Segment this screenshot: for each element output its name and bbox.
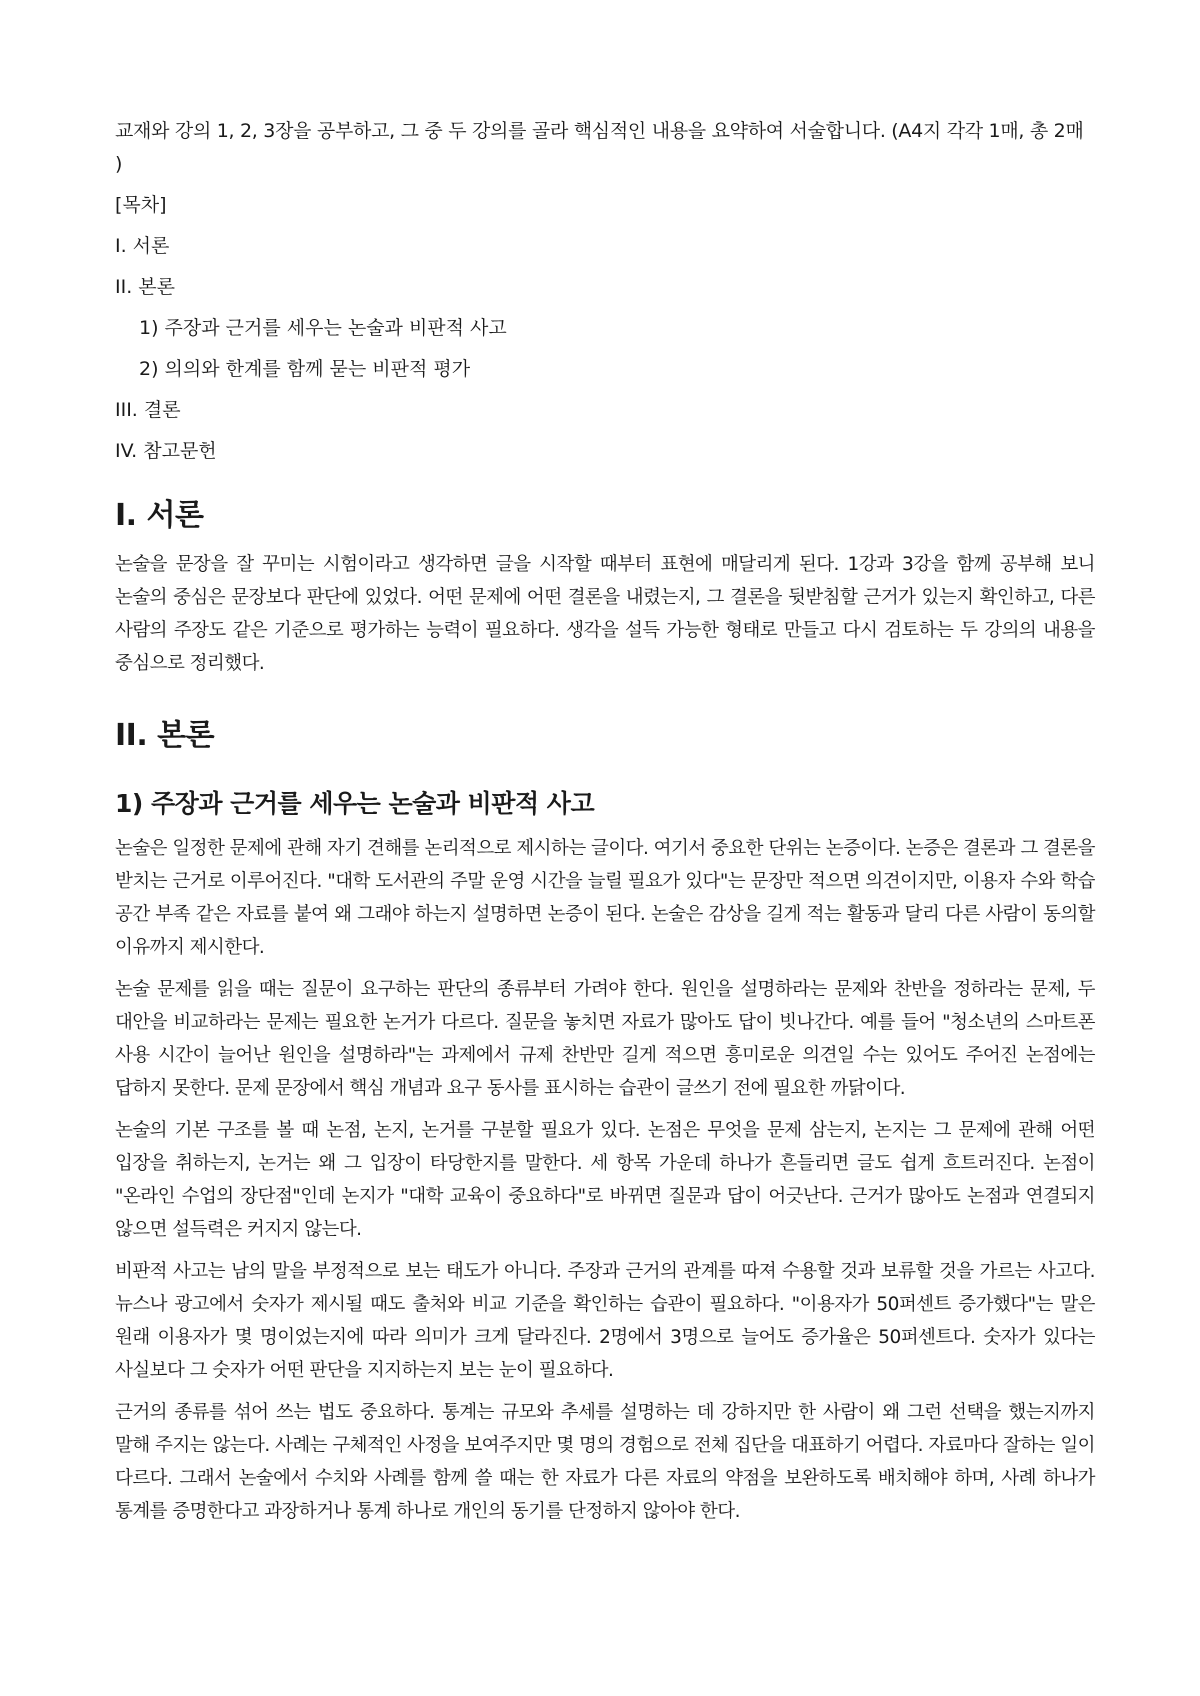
body-paragraph: 근거의 종류를 섞어 쓰는 법도 중요하다. 통계는 규모와 추세를 설명하는 데 강하지만 한 사람이 왜 그런 선택을 했는지까지 말해 주지는 않는다. 사례는 구체적인 사정을 보여주지만 몇 명의 경험으로 전체 집단을 대표하기 어렵다. 자료마다 잘하는 일이 다르다. 그래서 논술에서 수치와 사례를 함께 쓸 때는 한 자료가 다른 자료의 약점을 보완하도록 배치해야 하며, 사례 하나가 통계를 증명한다고 과장하거나 통계 하나로 개인의 동기를 단정하지 않아야 한다. (115, 1402, 1095, 1522)
toc-item-body-sub2: 2) 의의와 한계를 함께 묻는 비판적 평가 (139, 358, 471, 380)
toc-item-body-sub1: 1) 주장과 근거를 세우는 논술과 비판적 사고 (139, 317, 507, 339)
introduction-paragraph: 논술을 문장을 잘 꾸미는 시험이라고 생각하면 글을 시작할 때부터 표현에 매달리게 된다. 1강과 3강을 함께 공부해 보니 논술의 중심은 문장보다 판단에 있었다. 어떤 문제에 어떤 결론을 내렸는지, 그 결론을 뒷받침할 근거가 있는지 확인하고, 다른 사람의 주장도 같은 기준으로 평가하는 능력이 필요하다. 생각을 설득 가능한 형태로 만들고 다시 검토하는 두 강의의 내용을 중심으로 정리했다. (115, 554, 1095, 674)
toc-heading: [목차] (115, 194, 167, 216)
body-paragraph: 논술은 일정한 문제에 관해 자기 견해를 논리적으로 제시하는 글이다. 여기서 중요한 단위는 논증이다. 논증은 결론과 그 결론을 받치는 근거로 이루어진다. "대학 도서관의 주말 운영 시간을 늘릴 필요가 있다"는 문장만 적으면 의견이지만, 이용자 수와 학습 공간 부족 같은 자료를 붙여 왜 그래야 하는지 설명하면 논증이 된다. 논술은 감상을 길게 적는 활동과 달리 다른 사람이 동의할 이유까지 제시한다. (115, 838, 1095, 958)
toc-item-body: II. 본론 (115, 276, 175, 298)
section-title-introduction: I. 서론 (115, 498, 204, 533)
body-paragraph: 논술의 기본 구조를 볼 때 논점, 논지, 논거를 구분할 필요가 있다. 논점은 무엇을 문제 삼는지, 논지는 그 문제에 관해 어떤 입장을 취하는지, 논거는 왜 그 입장이 타당한지를 말한다. 세 항목 가운데 하나가 흔들리면 글도 쉽게 흐트러진다. 논점이 "온라인 수업의 장단점"인데 논지가 "대학 교육이 중요하다"로 바뀌면 질문과 답이 어긋난다. 근거가 많아도 논점과 연결되지 않으면 설득력은 커지지 않는다. (115, 1120, 1095, 1240)
toc-item-introduction: I. 서론 (115, 235, 170, 257)
toc-item-conclusion: III. 결론 (115, 399, 181, 421)
body-paragraph: 논술 문제를 읽을 때는 질문이 요구하는 판단의 종류부터 가려야 한다. 원인을 설명하라는 문제와 찬반을 정하라는 문제, 두 대안을 비교하라는 문제는 필요한 논거가 다르다. 질문을 놓치면 자료가 많아도 답이 빗나간다. 예를 들어 "청소년의 스마트폰 사용 시간이 늘어난 원인을 설명하라"는 과제에서 규제 찬반만 길게 적으면 흥미로운 의견일 수는 있어도 주어진 논점에는 답하지 못한다. 문제 문장에서 핵심 개념과 요구 동사를 표시하는 습관이 글쓰기 전에 필요한 까닭이다. (115, 979, 1095, 1099)
toc-item-references: IV. 참고문헌 (115, 440, 217, 462)
body-paragraph: 비판적 사고는 남의 말을 부정적으로 보는 태도가 아니다. 주장과 근거의 관계를 따져 수용할 것과 보류할 것을 가르는 사고다. 뉴스나 광고에서 숫자가 제시될 때도 출처와 비교 기준을 확인하는 습관이 필요하다. "이용자가 50퍼센트 증가했다"는 말은 원래 이용자가 몇 명이었는지에 따라 의미가 크게 달라진다. 2명에서 3명으로 늘어도 증가율은 50퍼센트다. 숫자가 있다는 사실보다 그 숫자가 어떤 판단을 지지하는지 보는 눈이 필요하다. (115, 1261, 1095, 1381)
subsection-title-argument: 1) 주장과 근거를 세우는 논술과 비판적 사고 (115, 789, 595, 818)
assignment-instructions: 교재와 강의 1, 2, 3장을 공부하고, 그 중 두 강의를 골라 핵심적인 내용을 요약하여 서술합니다. (A4지 각각 1매, 총 2매 ) (115, 120, 1084, 175)
section-title-body: II. 본론 (115, 718, 215, 753)
document-page (115, 115, 1095, 1537)
table-of-contents (115, 189, 1095, 468)
